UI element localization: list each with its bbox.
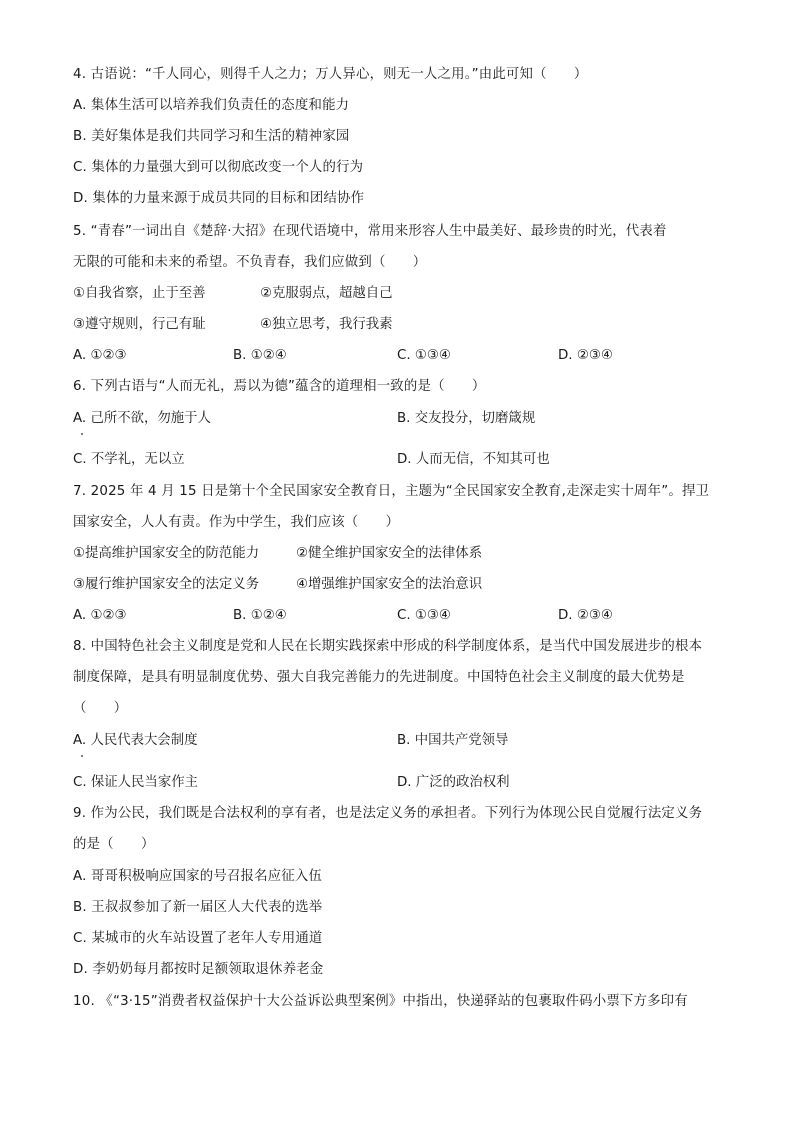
question-9-option-a: A. 哥哥积极响应国家的号召报名应征入伍 xyxy=(73,869,323,884)
question-4-option-b: B. 美好集体是我们共同学习和生活的精神家园 xyxy=(73,129,350,144)
question-9-option-d: D. 李奶奶每月都按时足额领取退休养老金 xyxy=(73,962,324,977)
question-8-stem-line3: （ ） xyxy=(73,701,128,716)
question-7-item-4: ④增强维护国家安全的法治意识 xyxy=(296,577,483,592)
question-5-item-2: ②克服弱点，超越自己 xyxy=(260,286,393,301)
question-7-stem-line1: 7. 2025 年 4 月 15 日是第十个全民国家安全教育日，主题为“全民国家安全教育,走深走实十周年”。捍卫 xyxy=(73,484,710,499)
question-7-option-a: A. ①②③ xyxy=(73,608,127,623)
question-9-option-c: C. 某城市的火车站设置了老年人专用通道 xyxy=(73,931,323,946)
question-8-option-b: B. 中国共产党领导 xyxy=(397,733,509,748)
question-5-option-a: A. ①②③ xyxy=(73,348,127,363)
question-8-option-d: D. 广泛的政治权利 xyxy=(397,775,510,790)
question-7-item-2: ②健全维护国家安全的法律体系 xyxy=(296,546,483,561)
question-5-item-4: ④独立思考，我行我素 xyxy=(260,317,393,332)
question-9-option-b: B. 王叔叔参加了新一届区人大代表的选举 xyxy=(73,900,323,915)
question-9-stem-line1: 9. 作为公民，我们既是合法权利的享有者，也是法定义务的承担者。下列行为体现公民自觉履行法定义务 xyxy=(73,806,703,821)
question-5-stem-line2: 无限的可能和未来的希望。不负青春，我们应做到（ ） xyxy=(73,255,427,270)
question-4-option-a: A. 集体生活可以培养我们负责任的态度和能力 xyxy=(73,98,350,113)
question-8-option-c: C. 保证人民当家作主 xyxy=(73,775,198,790)
question-7-item-1: ①提高维护国家安全的防范能力 xyxy=(73,546,260,561)
question-7-item-3: ③履行维护国家安全的法定义务 xyxy=(73,577,260,592)
question-5-item-3: ③遵守规则，行己有耻 xyxy=(73,317,206,332)
question-8-option-a: A. 人民代表大会制度 xyxy=(73,733,198,748)
question-7-option-d: D. ②③④ xyxy=(558,608,613,623)
stray-dot-mark xyxy=(81,755,83,757)
question-5-option-d: D. ②③④ xyxy=(558,348,613,363)
question-10-stem-line1: 10. 《“3·15”消费者权益保护十大公益诉讼典型案例》中指出，快递驿站的包裹取件码小票下方多印有 xyxy=(73,994,688,1009)
question-8-stem-line2: 制度保障，是具有明显制度优势、强大自我完善能力的先进制度。中国特色社会主义制度的最大优势是 xyxy=(73,670,685,685)
question-5-stem-line1: 5. “青春”一词出自《楚辞·大招》在现代语境中，常用来形容人生中最美好、最珍贵的时光，代表着 xyxy=(73,224,667,239)
question-6-stem: 6. 下列古语与“人而无礼，焉以为德”蕴含的道理相一致的是（ ） xyxy=(73,379,486,394)
question-4-option-c: C. 集体的力量强大到可以彻底改变一个人的行为 xyxy=(73,160,364,175)
stray-dot-mark xyxy=(81,433,83,435)
question-5-option-c: C. ①③④ xyxy=(397,348,451,363)
question-7-option-c: C. ①③④ xyxy=(397,608,451,623)
question-6-option-d: D. 人而无信，不知其可也 xyxy=(397,452,550,467)
question-5-item-1: ①自我省察，止于至善 xyxy=(73,286,206,301)
question-9-stem-line2: 的是（ ） xyxy=(73,837,155,852)
question-7-option-b: B. ①②④ xyxy=(233,608,287,623)
question-8-stem-line1: 8. 中国特色社会主义制度是党和人民在长期实践探索中形成的科学制度体系，是当代中国发展进步的根本 xyxy=(73,639,703,654)
question-5-option-b: B. ①②④ xyxy=(233,348,287,363)
question-7-stem-line2: 国家安全，人人有责。作为中学生，我们应该（ ） xyxy=(73,515,400,530)
question-6-option-b: B. 交友投分，切磨箴规 xyxy=(397,411,536,426)
question-4-stem: 4. 古语说：“千人同心，则得千人之力；万人异心，则无一人之用。”由此可知（ ） xyxy=(73,67,588,82)
question-4-option-d: D. 集体的力量来源于成员共同的目标和团结协作 xyxy=(73,191,365,206)
question-6-option-c: C. 不学礼，无以立 xyxy=(73,452,185,467)
question-6-option-a: A. 己所不欲，勿施于人 xyxy=(73,411,211,426)
